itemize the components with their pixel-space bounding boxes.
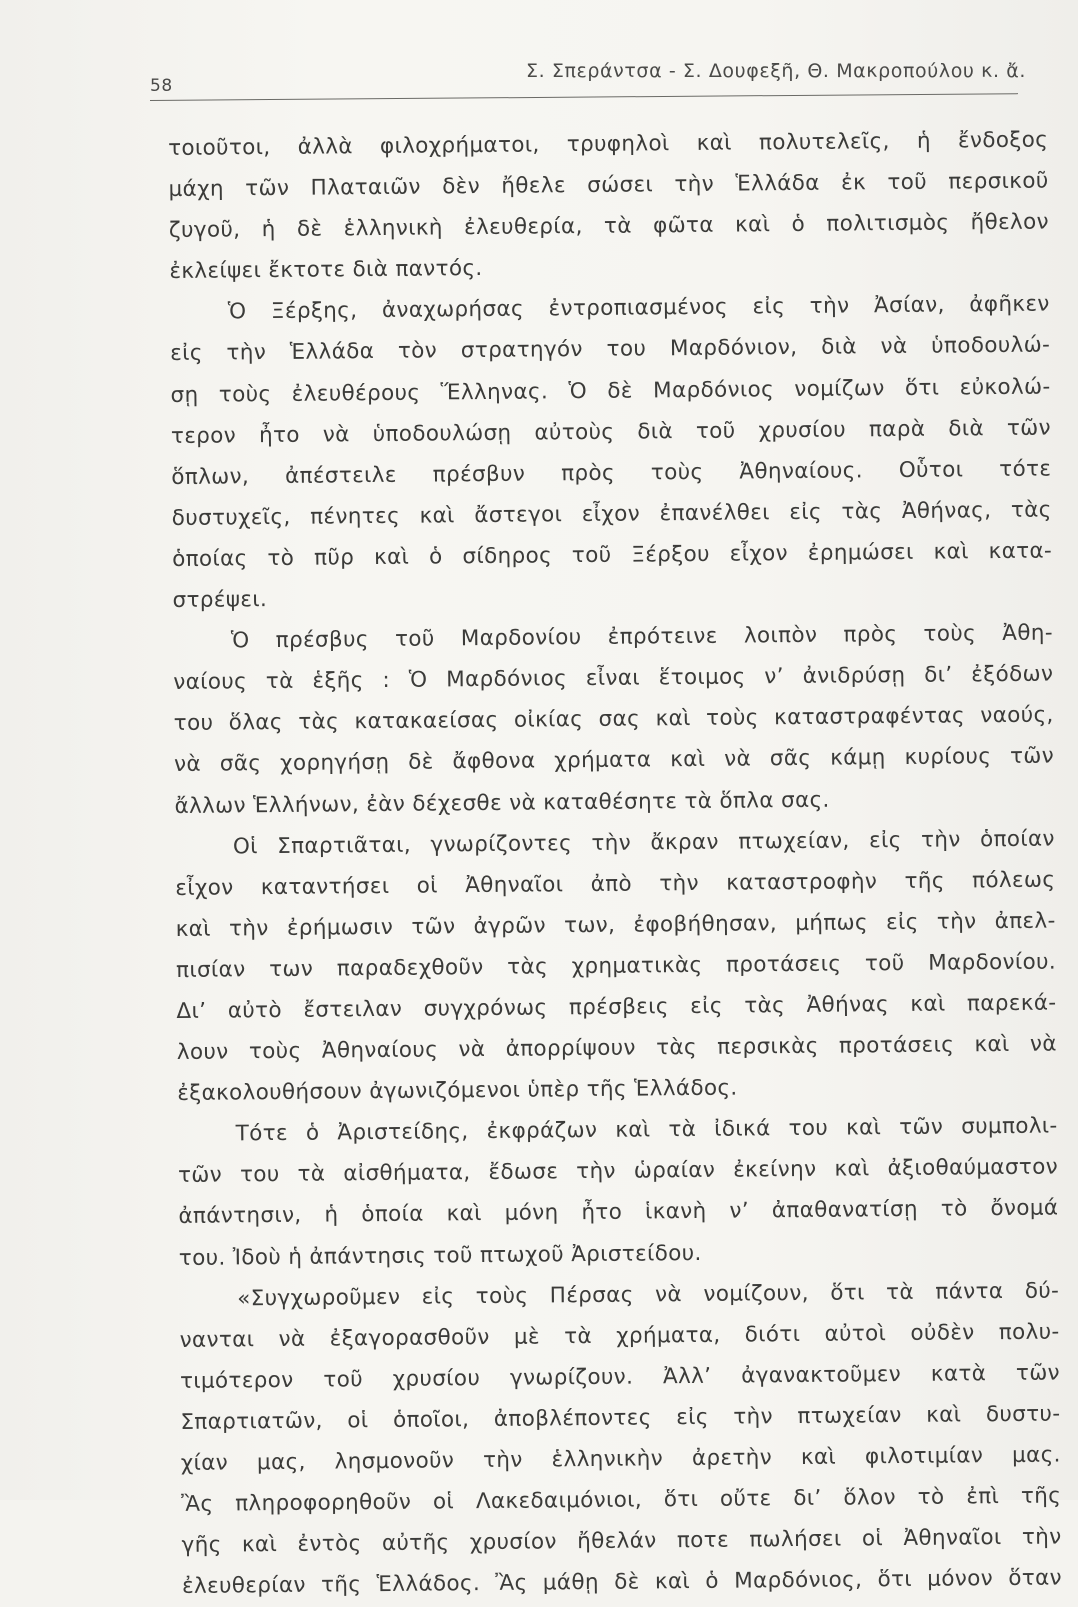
text-line: πισίαν των παραδεχθοῦν τὰς χρηματικὰς προτάσεις τοῦ Μαρδονίου. [175, 949, 1057, 983]
text-line: «Συγχωροῦμεν εἰς τοὺς Πέρσας νὰ νομίζουν, ὅτι τὰ πάντα δύ- [237, 1278, 1060, 1312]
running-head [150, 58, 1040, 98]
text-line: γῆς καὶ ἐντὸς αὐτῆς χρυσίον ἤθελάν ποτε πωλήσει οἱ Ἀθηναῖοι τὴν [181, 1524, 1062, 1559]
text-line: λουν τοὺς Ἀθηναίους νὰ ἀπορρίψουν τὰς περσικὰς προτάσεις καὶ νὰ [176, 1031, 1057, 1066]
text-line: σῃ τοὺς ἐλευθέρους Ἕλληνας. Ὁ δὲ Μαρδόνιος νομίζων ὅτι εὐκολώ- [170, 374, 1051, 408]
text-line: νανται νὰ ἐξαγορασθοῦν μὲ τὰ χρήματα, διότι αὐτοὶ οὐδὲν πολυ- [179, 1319, 1060, 1353]
text-line: ἐξακολουθήσουν ἀγωνιζόμενοι ὑπὲρ τῆς Ἑλλάδος. [177, 1075, 738, 1107]
text-line: ὁποίας τὸ πῦρ καὶ ὁ σίδηρος τοῦ Ξέρξου εἶχον ἐρημώσει καὶ κατα- [172, 538, 1053, 572]
text-line: τιμότερον τοῦ χρυσίου γνωρίζουν. Ἀλλ’ ἀγανακτοῦμεν κατὰ τῶν [179, 1360, 1061, 1394]
text-line: Σπαρτιατῶν, οἱ ὁποῖοι, ἀποβλέποντες εἰς τὴν πτωχείαν καὶ δυστυ- [180, 1401, 1061, 1435]
text-line: Ὁ Ξέρξης, ἀναχωρήσας ἐντροπιασμένος εἰς τὴν Ἀσίαν, ἀφῆκεν [227, 291, 1050, 325]
text-line: ἄλλων Ἑλλήνων, ἐὰν δέχεσθε νὰ καταθέσητε τὰ ὅπλα σας. [174, 787, 830, 819]
text-line: εἰς τὴν Ἑλλάδα τὸν στρατηγόν του Μαρδόνιον, διὰ νὰ ὑποδουλώ- [170, 333, 1051, 367]
text-line: χίαν μας, λησμονοῦν τὴν ἑλληνικὴν ἀρετὴν καὶ φιλοτιμίαν μας. [180, 1442, 1061, 1476]
text-line: ὅπλων, ἀπέστειλε πρέσβυν πρὸς τοὺς Ἀθηναίους. Οὗτοι τότε [171, 456, 1052, 490]
text-line: ναίους τὰ ἑξῆς : Ὁ Μαρδόνιος εἶναι ἕτοιμος ν’ ἀνιδρύσῃ δι’ ἐξόδων [173, 661, 1054, 696]
text-line: εἶχον καταντήσει οἱ Ἀθηναῖοι ἀπὸ τὴν καταστροφὴν τῆς πόλεως [175, 867, 1056, 901]
text-line: μάχη τῶν Πλαταιῶν δὲν ἤθελε σώσει τὴν Ἑλλάδα ἐκ τοῦ περσικοῦ [168, 168, 1049, 203]
text-line: Τότε ὁ Ἀριστείδης, ἐκφράζων καὶ τὰ ἰδικά του καὶ τῶν συμπολι- [235, 1113, 1058, 1147]
text-line: Οἱ Σπαρτιᾶται, γνωρίζοντες τὴν ἄκραν πτωχείαν, εἰς τὴν ὁποίαν [232, 826, 1055, 860]
text-line: τῶν του τὰ αἰσθήματα, ἔδωσε τὴν ὡραίαν ἐκείνην καὶ ἀξιοθαύμαστον [177, 1154, 1059, 1189]
text-line: στρέψει. [172, 587, 268, 614]
text-line: ζυγοῦ, ἡ δὲ ἑλληνικὴ ἐλευθερία, τὰ φῶτα καὶ ὁ πολιτισμὸς ἤθελον [168, 209, 1050, 244]
text-line: Ὁ πρέσβυς τοῦ Μαρδονίου ἐπρότεινε λοιπὸν πρὸς τοὺς Ἀθη- [230, 620, 1054, 654]
body-text [168, 120, 1062, 1607]
text-line: τερον ἦτο νὰ ὑποδουλώσῃ αὐτοὺς διὰ τοῦ χρυσίου παρὰ διὰ τῶν [170, 415, 1052, 449]
text-line: δυστυχεῖς, πένητες καὶ ἄστεγοι εἶχον ἐπανέλθει εἰς τὰς Ἀθήνας, τὰς [171, 497, 1052, 531]
text-line: τοιοῦτοι, ἀλλὰ φιλοχρήματοι, τρυφηλοὶ καὶ πολυτελεῖς, ἡ ἔνδοξος [168, 127, 1049, 161]
page-number: 58 [150, 76, 173, 96]
header-authors: Σ. Σπεράντσα - Σ. Δουφεξῆ, Θ. Μακροπούλου κ. ἄ. [526, 60, 1026, 82]
text-line: νὰ σᾶς χορηγήσῃ δὲ ἄφθονα χρήματα καὶ νὰ σᾶς κάμῃ κυρίους τῶν [173, 743, 1055, 778]
text-line: του. Ἰδοὺ ἡ ἀπάντησις τοῦ πτωχοῦ Ἀριστείδου. [178, 1240, 702, 1271]
text-line: ἐλευθερίαν τῆς Ἑλλάδος. Ἂς μάθῃ δὲ καὶ ὁ Μαρδόνιος, ὅτι μόνον ὅταν [181, 1565, 1063, 1600]
text-line: του ὅλας τὰς κατακαείσας οἰκίας σας καὶ τοὺς καταστραφέντας ναούς, [173, 702, 1054, 737]
text-line: καὶ τὴν ἐρήμωσιν τῶν ἀγρῶν των, ἐφοβήθησαν, μήπως εἰς τὴν ἀπελ- [175, 908, 1056, 942]
text-line: Δι’ αὐτὸ ἔστειλαν συγχρόνως πρέσβεις εἰς τὰς Ἀθήνας καὶ παρεκά- [176, 990, 1057, 1024]
text-line: Ἂς πληροφορηθοῦν οἱ Λακεδαιμόνιοι, ὅτι οὔτε δι’ ὅλον τὸ ἐπὶ τῆς [181, 1483, 1062, 1518]
text-line: ἀπάντησιν, ἡ ὁποία καὶ μόνη ἦτο ἱκανὴ ν’ ἀπαθανατίσῃ τὸ ὄνομά [178, 1195, 1059, 1230]
text-line: ἐκλείψει ἔκτοτε διὰ παντός. [169, 256, 483, 285]
